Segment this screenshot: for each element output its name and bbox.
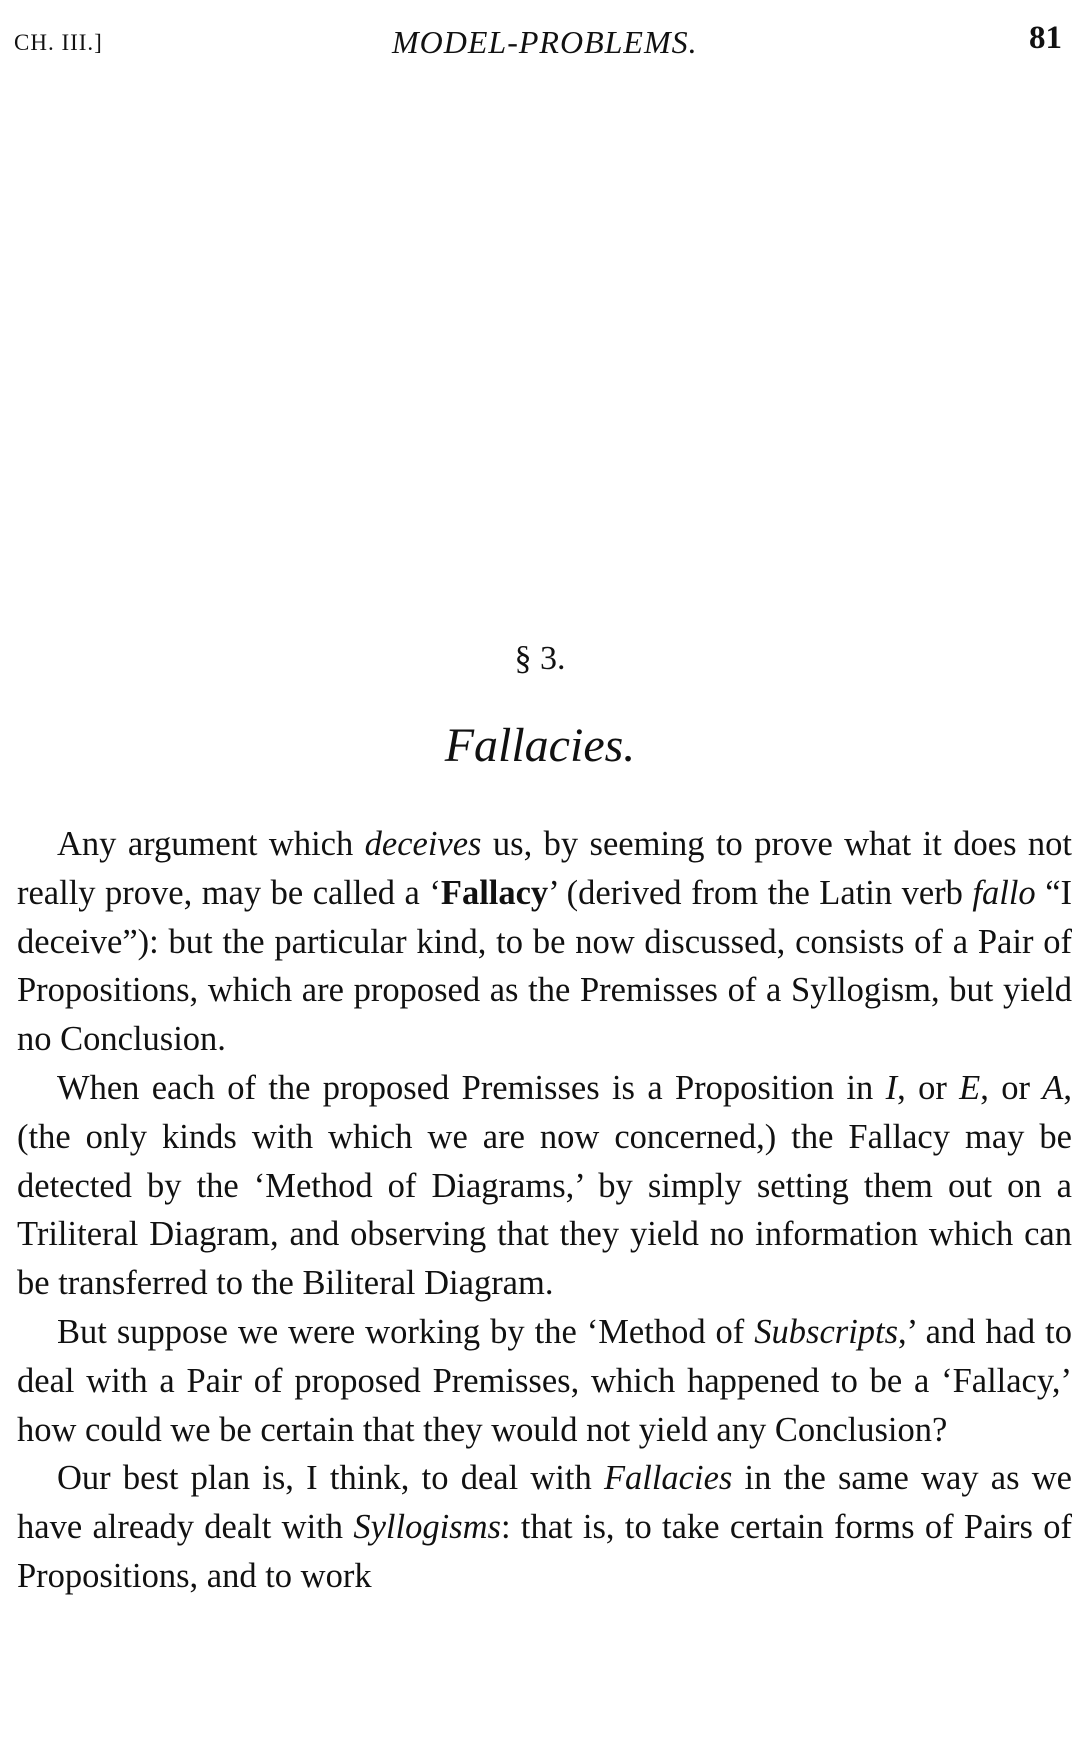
section-title: Fallacies.: [444, 719, 636, 772]
text-run: : that is, to take certain forms of Pairs of Propositions, and to work: [17, 1508, 1072, 1595]
text-run: Any argument which: [57, 825, 365, 863]
chapter-label: CH. III.]: [14, 30, 103, 55]
italic-term: I: [885, 1068, 898, 1107]
italic-term: E: [959, 1068, 981, 1107]
italic-term: fallo: [972, 873, 1036, 912]
running-head: [14, 22, 1062, 62]
section-number: § 3.: [514, 640, 566, 677]
page-number: 81: [1029, 20, 1062, 56]
paragraph-3: [17, 1308, 1072, 1454]
bold-term: Fallacy: [440, 873, 549, 912]
text-run: ,’ and had to deal with a Pair of proposed Premisses, which happened to be a ‘Fallacy,’ how could we be certain that they would not yield any Conclusion?: [17, 1312, 1072, 1449]
text-run: “I deceive”): but the particular kind, to be now discussed, consists of a Pair of Propositions, which are proposed as the Premisses of a Syllogism, but yield no Conclusion.: [17, 873, 1072, 1059]
text-run: When each of the proposed Premisses is a Proposition in: [57, 1068, 886, 1107]
running-title: MODEL-PROBLEMS.: [392, 24, 698, 60]
paragraph-2: [17, 1064, 1072, 1308]
text-run: , or: [897, 1068, 960, 1107]
italic-term: deceives: [364, 825, 482, 863]
italic-term: Subscripts: [754, 1312, 899, 1351]
text-run: in the same way as we have already dealt with: [17, 1459, 1072, 1547]
body-text: [17, 820, 1072, 1601]
paragraph-4: [17, 1454, 1072, 1600]
italic-term: Syllogisms: [353, 1508, 501, 1547]
italic-term: A: [1042, 1068, 1064, 1107]
text-run: us, by seeming to prove what it does not really prove, may be called a ‘: [17, 825, 1072, 912]
paragraph-1: [17, 820, 1072, 1064]
text-run: Our best plan is, I think, to deal with: [57, 1459, 604, 1498]
text-run: , or: [980, 1068, 1043, 1107]
text-run: , (the only kinds with which we are now concerned,) the Fallacy may be detected by the ‘Method of Diagrams,’ by simply setting them out on a Triliteral Diagram, and observing that they yield no information which can be transferred to the Biliteral Diagram.: [17, 1068, 1072, 1303]
italic-term: Fallacies: [603, 1459, 733, 1498]
text-run: But suppose we were working by the ‘Method of: [57, 1312, 755, 1351]
text-run: ’ (derived from the Latin verb: [548, 873, 973, 912]
